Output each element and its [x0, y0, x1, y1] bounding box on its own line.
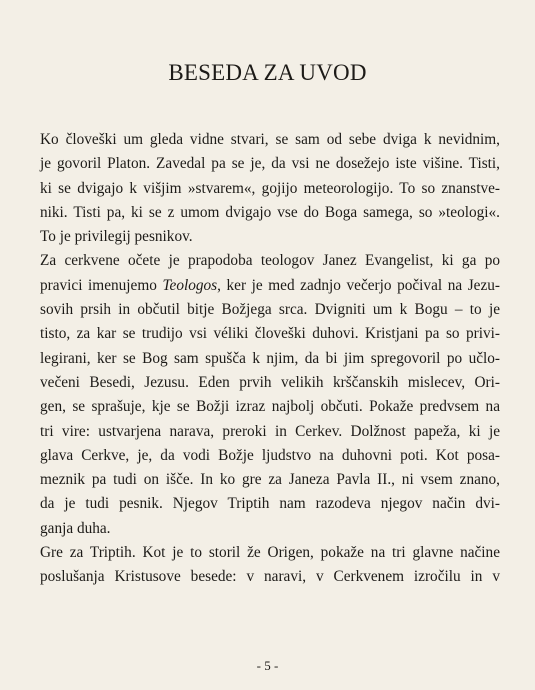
- text-line: To je privilegij pesnikov.: [40, 228, 193, 246]
- text-line: Gre za Triptih. Kot je to storil že Origen, pokaže na tri glavne načine: [40, 544, 500, 562]
- text-line: Za cerkvene očete je prapodoba teologov Janez Evangelist, ki ga po: [40, 252, 500, 270]
- text-line: ki se dvigajo k višjim »stvarem«, gojijo meteorologijo. To so znanstve-: [40, 179, 500, 197]
- text-line: glava Cerkve, je, da vodi Božje ljudstvo na duhovni poti. Kot posa-: [40, 446, 500, 464]
- body-text: [40, 128, 500, 590]
- text-line: je govoril Platon. Zavedal pa se je, da vsi ne dosežejo iste višine. Tisti,: [40, 155, 500, 173]
- text-line: Ko človeški um gleda vidne stvari, se sam od sebe dviga k nevidnim,: [40, 131, 500, 148]
- text-line: sovih prsih in občutil bitje Božjega srca. Dvigniti um k Bogu – to je: [40, 301, 500, 319]
- text-segment: pravici imenujemo: [40, 276, 163, 294]
- text-line: gen, se sprašuje, kje se Božji izraz najbolj občuti. Pokaže predvsem na: [40, 398, 500, 416]
- italic-term: Teologos: [162, 276, 218, 294]
- text-line-with-italic: [40, 274, 500, 298]
- page-number: - 5 -: [256, 658, 279, 673]
- text-line: poslušanja Kristusove besede: v naravi, v Cerkvenem izročilu in v: [40, 568, 500, 586]
- text-line: tri vire: ustvarjena narava, preroki in Cerkev. Dolžnost papeža, ki je: [40, 422, 500, 440]
- text-line: ganja duha.: [40, 519, 111, 537]
- text-line: da je tudi pesnik. Njegov Triptih nam razodeva njegov način dvi-: [40, 495, 500, 513]
- text-line: niki. Tisti pa, ki se z umom dvigajo vse do Boga samega, so »teologi«.: [40, 203, 500, 221]
- text-line: tisto, za kar se trudijo vsi véliki človeški duhovi. Kristjani pa so privi-: [40, 325, 500, 343]
- text-line: večeni Besedi, Jezusu. Eden prvih velikih krščanskih mislecev, Ori-: [40, 373, 500, 391]
- text-line: meznik pa tudi on išče. In ko gre za Janeza Pavla II., ni vsem znano,: [40, 471, 500, 489]
- chapter-title: BESEDA ZA UVOD: [168, 60, 367, 85]
- text-line: legirani, ker se Bog sam spušča k njim, da bi jim spregovoril po učlo-: [40, 349, 500, 367]
- text-segment: , ker je med zadnjo večerjo počival na Jezu-: [217, 276, 500, 294]
